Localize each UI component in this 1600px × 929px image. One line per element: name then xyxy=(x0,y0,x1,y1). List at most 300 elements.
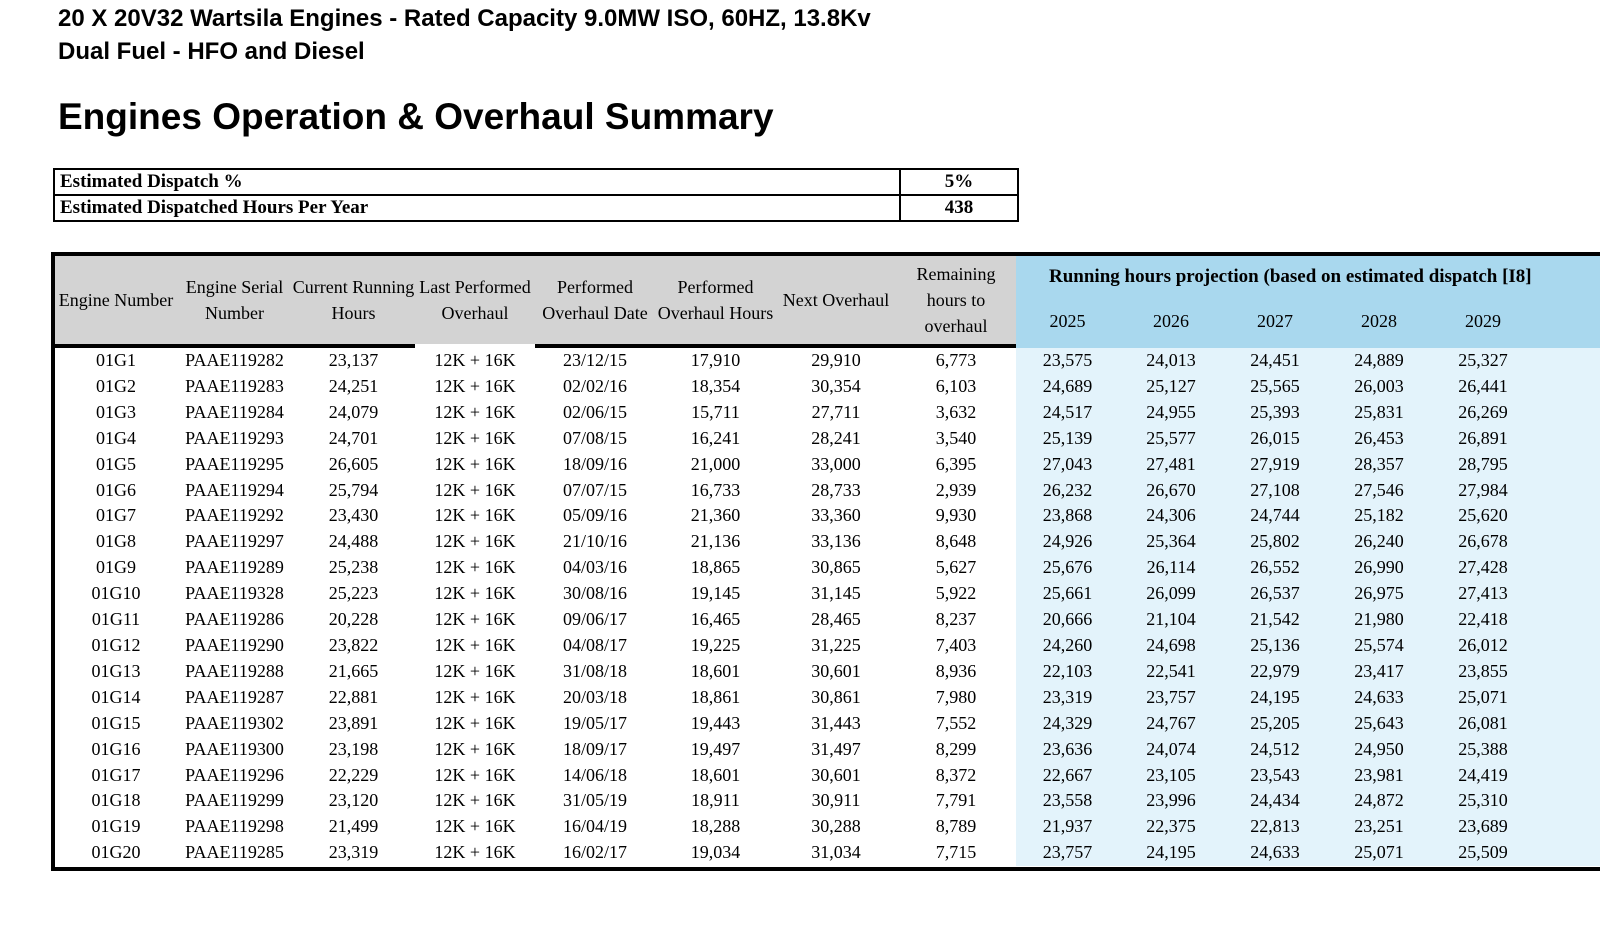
remaining-hours-cell: 8,789 xyxy=(935,816,977,837)
last-overhaul-cell: 12K + 16K xyxy=(434,816,516,837)
projection-cell: 25,676 xyxy=(1016,555,1119,581)
next-overhaul-cell: 28,465 xyxy=(811,609,861,630)
last-overhaul-cell: 12K + 16K xyxy=(434,609,516,630)
remaining-hours-cell: 9,930 xyxy=(935,505,977,526)
dispatched-hours-label: Estimated Dispatched Hours Per Year xyxy=(54,195,900,221)
current-hours-cell: 22,229 xyxy=(328,764,379,785)
remaining-hours-cell: 5,627 xyxy=(935,557,977,578)
projection-cell: 27,546 xyxy=(1327,478,1431,504)
engine-number-cell: 01G12 xyxy=(91,634,141,655)
next-overhaul-cell: 28,241 xyxy=(811,427,861,448)
next-overhaul-cell: 31,443 xyxy=(811,712,861,733)
projection-cell: 25,136 xyxy=(1223,633,1327,659)
remaining-hours-cell: 5,922 xyxy=(935,583,977,604)
projection-cell-overflow xyxy=(1535,348,1600,374)
projection-cell: 24,419 xyxy=(1431,763,1535,789)
dispatch-percent-value: 5% xyxy=(900,169,1018,195)
projection-cell-overflow xyxy=(1535,374,1600,400)
current-hours-cell: 24,079 xyxy=(328,401,379,422)
projection-cell: 25,802 xyxy=(1223,529,1327,555)
projection-cell: 27,043 xyxy=(1016,452,1119,478)
projection-cell: 25,509 xyxy=(1431,840,1535,866)
projection-cell: 23,105 xyxy=(1119,763,1223,789)
current-hours-cell: 24,701 xyxy=(328,427,379,448)
serial-number-cell: PAAE119282 xyxy=(185,350,284,370)
remaining-hours-cell: 2,939 xyxy=(935,479,977,500)
projection-cell: 24,955 xyxy=(1119,400,1223,426)
table-row xyxy=(55,400,1600,426)
table-row xyxy=(55,685,1600,711)
engine-number-cell: 01G9 xyxy=(96,557,136,578)
last-overhaul-cell: 12K + 16K xyxy=(434,842,516,863)
overhaul-hours-cell: 19,497 xyxy=(690,738,741,759)
current-hours-cell: 20,228 xyxy=(328,609,379,630)
projection-cell: 24,517 xyxy=(1016,400,1119,426)
projection-cell: 23,757 xyxy=(1119,685,1223,711)
current-hours-cell: 26,605 xyxy=(328,453,379,474)
engine-number-cell: 01G5 xyxy=(96,453,136,474)
projection-cell: 23,417 xyxy=(1327,659,1431,685)
last-overhaul-cell: 12K + 16K xyxy=(434,660,516,681)
projection-cell: 21,542 xyxy=(1223,607,1327,633)
projection-cell-overflow xyxy=(1535,503,1600,529)
projection-cell: 24,329 xyxy=(1016,711,1119,737)
last-overhaul-cell: 12K + 16K xyxy=(434,350,516,370)
overhaul-date-cell: 14/06/18 xyxy=(562,764,627,785)
remaining-hours-cell: 7,791 xyxy=(935,790,977,811)
current-hours-cell: 23,430 xyxy=(328,505,379,526)
overhaul-hours-cell: 16,241 xyxy=(690,427,741,448)
table-row xyxy=(55,348,1600,374)
remaining-hours-cell: 7,715 xyxy=(935,842,977,863)
projection-cell: 22,667 xyxy=(1016,763,1119,789)
current-hours-cell: 23,319 xyxy=(328,842,379,863)
projection-cell: 23,575 xyxy=(1016,348,1119,374)
projection-cell: 25,643 xyxy=(1327,711,1431,737)
last-overhaul-cell: 12K + 16K xyxy=(434,453,516,474)
engine-number-cell: 01G13 xyxy=(91,660,141,681)
current-hours-cell: 24,488 xyxy=(328,531,379,552)
serial-number-cell: PAAE119328 xyxy=(185,583,284,604)
projection-cell-overflow xyxy=(1535,711,1600,737)
projection-cell: 25,620 xyxy=(1431,503,1535,529)
current-hours-cell: 25,238 xyxy=(328,557,379,578)
projection-cell: 22,979 xyxy=(1223,659,1327,685)
table-row xyxy=(55,478,1600,504)
projection-cell: 22,103 xyxy=(1016,659,1119,685)
engine-number-cell: 01G18 xyxy=(91,790,141,811)
projection-cell: 24,074 xyxy=(1119,737,1223,763)
projection-cell-overflow xyxy=(1535,400,1600,426)
engine-number-cell: 01G15 xyxy=(91,712,141,733)
engine-number-cell: 01G19 xyxy=(91,816,141,837)
projection-cell: 25,310 xyxy=(1431,788,1535,814)
header-line-1: 20 X 20V32 Wartsila Engines - Rated Capacity 9.0MW ISO, 60HZ, 13.8Kv xyxy=(58,5,871,32)
overhaul-hours-cell: 18,288 xyxy=(690,816,741,837)
serial-number-cell: PAAE119297 xyxy=(185,531,284,552)
next-overhaul-cell: 30,288 xyxy=(811,816,861,837)
projection-cell: 27,919 xyxy=(1223,452,1327,478)
current-hours-cell: 25,794 xyxy=(328,479,379,500)
col-performed-overhaul-hours: Performed Overhaul Hours xyxy=(655,256,776,344)
table-row xyxy=(55,374,1600,400)
projection-cell-overflow xyxy=(1535,788,1600,814)
table-row xyxy=(55,581,1600,607)
overhaul-hours-cell: 17,910 xyxy=(690,350,741,370)
projection-cell: 24,633 xyxy=(1223,840,1327,866)
projection-cell: 24,195 xyxy=(1223,685,1327,711)
remaining-hours-cell: 7,403 xyxy=(935,634,977,655)
engine-number-cell: 01G10 xyxy=(91,583,141,604)
next-overhaul-cell: 31,034 xyxy=(811,842,861,863)
projection-cell-overflow xyxy=(1535,814,1600,840)
projection-cell: 25,139 xyxy=(1016,426,1119,452)
projection-cell: 26,537 xyxy=(1223,581,1327,607)
next-overhaul-cell: 30,354 xyxy=(811,375,861,396)
projection-cell: 27,481 xyxy=(1119,452,1223,478)
projection-cell: 22,541 xyxy=(1119,659,1223,685)
engine-number-cell: 01G3 xyxy=(96,401,136,422)
remaining-hours-cell: 8,299 xyxy=(935,738,977,759)
next-overhaul-cell: 33,000 xyxy=(811,453,861,474)
projection-cell: 26,269 xyxy=(1431,400,1535,426)
col-engine-serial-number: Engine Serial Number xyxy=(177,256,292,344)
projection-cell: 26,552 xyxy=(1223,555,1327,581)
engine-number-cell: 01G8 xyxy=(96,531,136,552)
remaining-hours-cell: 8,936 xyxy=(935,660,977,681)
projection-cell: 21,937 xyxy=(1016,814,1119,840)
remaining-hours-cell: 3,632 xyxy=(935,401,977,422)
dispatch-summary-table xyxy=(53,168,1019,222)
next-overhaul-cell: 30,601 xyxy=(811,764,861,785)
projection-cell: 24,767 xyxy=(1119,711,1223,737)
dispatched-hours-value: 438 xyxy=(900,195,1018,221)
remaining-hours-cell: 3,540 xyxy=(935,427,977,448)
engine-number-cell: 01G4 xyxy=(96,427,136,448)
projection-cell: 20,666 xyxy=(1016,607,1119,633)
projection-cell: 26,012 xyxy=(1431,633,1535,659)
projection-cell-overflow xyxy=(1535,633,1600,659)
projection-cell: 22,418 xyxy=(1431,607,1535,633)
serial-number-cell: PAAE119298 xyxy=(185,816,284,837)
overhaul-hours-cell: 21,000 xyxy=(690,453,741,474)
projection-cell: 25,071 xyxy=(1327,840,1431,866)
last-overhaul-cell: 12K + 16K xyxy=(434,764,516,785)
overhaul-hours-cell: 19,225 xyxy=(690,634,741,655)
projection-cell-overflow xyxy=(1535,452,1600,478)
col-current-running-hours: Current Running Hours xyxy=(292,256,415,344)
projection-cell-overflow xyxy=(1535,426,1600,452)
current-hours-cell: 21,665 xyxy=(328,660,379,681)
table-row xyxy=(55,711,1600,737)
next-overhaul-cell: 31,497 xyxy=(811,738,861,759)
remaining-hours-cell: 6,103 xyxy=(935,375,977,396)
projection-cell: 26,015 xyxy=(1223,426,1327,452)
projection-cell: 25,388 xyxy=(1431,737,1535,763)
projection-cell: 24,260 xyxy=(1016,633,1119,659)
overhaul-date-cell: 18/09/17 xyxy=(562,738,627,759)
table-row xyxy=(55,840,1600,866)
col-next-overhaul: Next Overhaul xyxy=(776,256,896,344)
projection-cell: 25,565 xyxy=(1223,374,1327,400)
current-hours-cell: 23,120 xyxy=(328,790,379,811)
next-overhaul-cell: 27,711 xyxy=(811,401,861,422)
dispatched-hours-row xyxy=(54,195,1018,221)
overhaul-date-cell: 21/10/16 xyxy=(562,531,627,552)
current-hours-cell: 23,198 xyxy=(328,738,379,759)
table-row xyxy=(55,814,1600,840)
engines-table xyxy=(55,256,1600,866)
projection-cell: 24,512 xyxy=(1223,737,1327,763)
projection-cell: 24,698 xyxy=(1119,633,1223,659)
projection-cell: 23,636 xyxy=(1016,737,1119,763)
col-remaining-hours: Remaining hours to overhaul xyxy=(896,256,1016,344)
projection-cell: 25,831 xyxy=(1327,400,1431,426)
serial-number-cell: PAAE119296 xyxy=(185,764,284,785)
projection-cell: 26,990 xyxy=(1327,555,1431,581)
projection-cell-overflow xyxy=(1535,685,1600,711)
projection-cell-overflow xyxy=(1535,478,1600,504)
last-overhaul-cell: 12K + 16K xyxy=(434,479,516,500)
current-hours-cell: 23,822 xyxy=(328,634,379,655)
projection-cell: 27,428 xyxy=(1431,555,1535,581)
overhaul-date-cell: 05/09/16 xyxy=(562,505,627,526)
last-overhaul-cell: 12K + 16K xyxy=(434,790,516,811)
serial-number-cell: PAAE119292 xyxy=(185,505,284,526)
serial-number-cell: PAAE119299 xyxy=(185,790,284,811)
overhaul-hours-cell: 16,733 xyxy=(690,479,741,500)
col-engine-number: Engine Number xyxy=(55,256,177,344)
last-overhaul-cell: 12K + 16K xyxy=(434,634,516,655)
projection-cell-overflow xyxy=(1535,529,1600,555)
remaining-hours-cell: 8,372 xyxy=(935,764,977,785)
overhaul-date-cell: 16/04/19 xyxy=(562,816,627,837)
projection-cell: 26,099 xyxy=(1119,581,1223,607)
overhaul-date-cell: 04/08/17 xyxy=(562,634,627,655)
current-hours-cell: 23,137 xyxy=(328,350,379,370)
remaining-hours-cell: 8,237 xyxy=(935,609,977,630)
last-overhaul-cell: 12K + 16K xyxy=(434,505,516,526)
next-overhaul-cell: 33,136 xyxy=(811,531,861,552)
table-row xyxy=(55,426,1600,452)
table-row xyxy=(55,763,1600,789)
serial-number-cell: PAAE119287 xyxy=(185,686,284,707)
overhaul-date-cell: 02/02/16 xyxy=(562,375,627,396)
overhaul-date-cell: 23/12/15 xyxy=(562,350,627,370)
projection-cell: 23,981 xyxy=(1327,763,1431,789)
projection-cell: 23,543 xyxy=(1223,763,1327,789)
overhaul-hours-cell: 18,601 xyxy=(690,660,741,681)
projection-cell-overflow xyxy=(1535,763,1600,789)
overhaul-date-cell: 30/08/16 xyxy=(562,583,627,604)
overhaul-date-cell: 07/07/15 xyxy=(562,479,627,500)
projection-cell: 25,661 xyxy=(1016,581,1119,607)
projection-cell: 26,240 xyxy=(1327,529,1431,555)
projection-cell: 26,441 xyxy=(1431,374,1535,400)
overhaul-date-cell: 20/03/18 xyxy=(562,686,627,707)
next-overhaul-cell: 33,360 xyxy=(811,505,861,526)
projection-cell: 25,127 xyxy=(1119,374,1223,400)
table-row xyxy=(55,555,1600,581)
projection-cell: 27,984 xyxy=(1431,478,1535,504)
header-line-2: Dual Fuel - HFO and Diesel xyxy=(58,38,365,65)
projection-cell: 25,364 xyxy=(1119,529,1223,555)
year-header: 2026 xyxy=(1119,298,1223,344)
engines-table-frame xyxy=(51,252,1600,871)
table-row xyxy=(55,633,1600,659)
serial-number-cell: PAAE119288 xyxy=(185,660,284,681)
next-overhaul-cell: 31,145 xyxy=(811,583,861,604)
overhaul-hours-cell: 21,136 xyxy=(690,531,741,552)
engine-number-cell: 01G6 xyxy=(96,479,136,500)
last-overhaul-cell: 12K + 16K xyxy=(434,583,516,604)
next-overhaul-cell: 31,225 xyxy=(811,634,861,655)
projection-cell: 24,306 xyxy=(1119,503,1223,529)
projection-cell: 24,744 xyxy=(1223,503,1327,529)
projection-cell: 27,108 xyxy=(1223,478,1327,504)
projection-cell: 24,013 xyxy=(1119,348,1223,374)
projection-cell-overflow xyxy=(1535,555,1600,581)
last-overhaul-cell: 12K + 16K xyxy=(434,686,516,707)
projection-cell: 24,950 xyxy=(1327,737,1431,763)
remaining-hours-cell: 7,552 xyxy=(935,712,977,733)
projection-cell: 23,251 xyxy=(1327,814,1431,840)
remaining-hours-cell: 6,395 xyxy=(935,453,977,474)
dispatch-percent-row xyxy=(54,169,1018,195)
projection-cell: 28,357 xyxy=(1327,452,1431,478)
overhaul-date-cell: 31/05/19 xyxy=(562,790,627,811)
projection-cell: 26,891 xyxy=(1431,426,1535,452)
projection-cell: 26,453 xyxy=(1327,426,1431,452)
projection-cell: 23,558 xyxy=(1016,788,1119,814)
projection-cell: 23,996 xyxy=(1119,788,1223,814)
projection-cell: 23,757 xyxy=(1016,840,1119,866)
last-overhaul-cell: 12K + 16K xyxy=(434,531,516,552)
projection-cell: 23,868 xyxy=(1016,503,1119,529)
projection-cell: 24,889 xyxy=(1327,348,1431,374)
engine-number-cell: 01G1 xyxy=(96,350,136,370)
projection-cell: 21,980 xyxy=(1327,607,1431,633)
year-header: 2029 xyxy=(1431,298,1535,344)
overhaul-hours-cell: 21,360 xyxy=(690,505,741,526)
last-overhaul-cell: 12K + 16K xyxy=(434,401,516,422)
projection-cell-overflow xyxy=(1535,659,1600,685)
page-title: Engines Operation & Overhaul Summary xyxy=(58,96,774,137)
last-overhaul-cell: 12K + 16K xyxy=(434,738,516,759)
projection-cell-overflow xyxy=(1535,840,1600,866)
projection-cell: 25,577 xyxy=(1119,426,1223,452)
overhaul-hours-cell: 18,911 xyxy=(691,790,740,811)
overhaul-date-cell: 07/08/15 xyxy=(562,427,627,448)
table-row xyxy=(55,529,1600,555)
projection-cell: 21,104 xyxy=(1119,607,1223,633)
serial-number-cell: PAAE119286 xyxy=(185,609,284,630)
overhaul-hours-cell: 18,861 xyxy=(690,686,741,707)
projection-cell: 25,182 xyxy=(1327,503,1431,529)
projection-cell: 26,670 xyxy=(1119,478,1223,504)
projection-cell: 24,195 xyxy=(1119,840,1223,866)
next-overhaul-cell: 29,910 xyxy=(811,350,861,370)
current-hours-cell: 23,891 xyxy=(328,712,379,733)
projection-cell: 26,975 xyxy=(1327,581,1431,607)
projection-cell: 23,319 xyxy=(1016,685,1119,711)
projection-cell: 25,393 xyxy=(1223,400,1327,426)
projection-cell: 25,327 xyxy=(1431,348,1535,374)
table-row xyxy=(55,607,1600,633)
serial-number-cell: PAAE119300 xyxy=(185,738,284,759)
table-row xyxy=(55,452,1600,478)
projection-cell: 26,678 xyxy=(1431,529,1535,555)
serial-number-cell: PAAE119302 xyxy=(185,712,284,733)
last-overhaul-cell: 12K + 16K xyxy=(434,375,516,396)
overhaul-hours-cell: 18,601 xyxy=(690,764,741,785)
serial-number-cell: PAAE119289 xyxy=(185,557,284,578)
projection-cell: 28,795 xyxy=(1431,452,1535,478)
serial-number-cell: PAAE119283 xyxy=(185,375,284,396)
engine-number-cell: 01G11 xyxy=(91,609,141,630)
projection-cell: 26,114 xyxy=(1119,555,1223,581)
projection-cell: 24,451 xyxy=(1223,348,1327,374)
overhaul-hours-cell: 19,145 xyxy=(690,583,741,604)
projection-title: Running hours projection (based on estimated dispatch [I8] xyxy=(1016,256,1600,298)
projection-cell: 23,855 xyxy=(1431,659,1535,685)
projection-cell: 25,071 xyxy=(1431,685,1535,711)
remaining-hours-cell: 8,648 xyxy=(935,531,977,552)
overhaul-date-cell: 04/03/16 xyxy=(562,557,627,578)
projection-cell: 22,375 xyxy=(1119,814,1223,840)
engine-number-cell: 01G2 xyxy=(96,375,136,396)
overhaul-hours-cell: 19,443 xyxy=(690,712,741,733)
overhaul-hours-cell: 15,711 xyxy=(691,401,740,422)
engine-number-cell: 01G17 xyxy=(91,764,141,785)
projection-cell: 23,689 xyxy=(1431,814,1535,840)
projection-cell-overflow xyxy=(1535,581,1600,607)
engine-number-cell: 01G14 xyxy=(91,686,141,707)
year-header: 2027 xyxy=(1223,298,1327,344)
current-hours-cell: 22,881 xyxy=(328,686,379,707)
serial-number-cell: PAAE119285 xyxy=(185,842,284,863)
last-overhaul-cell: 12K + 16K xyxy=(434,427,516,448)
serial-number-cell: PAAE119290 xyxy=(185,634,284,655)
current-hours-cell: 21,499 xyxy=(328,816,379,837)
overhaul-date-cell: 19/05/17 xyxy=(562,712,627,733)
current-hours-cell: 24,251 xyxy=(328,375,379,396)
overhaul-hours-cell: 18,354 xyxy=(690,375,741,396)
engine-number-cell: 01G16 xyxy=(91,738,141,759)
projection-cell: 24,689 xyxy=(1016,374,1119,400)
projection-cell: 25,574 xyxy=(1327,633,1431,659)
last-overhaul-cell: 12K + 16K xyxy=(434,557,516,578)
projection-cell: 24,633 xyxy=(1327,685,1431,711)
last-overhaul-cell: 12K + 16K xyxy=(434,712,516,733)
projection-cell: 22,813 xyxy=(1223,814,1327,840)
year-header xyxy=(1535,298,1600,344)
projection-cell-overflow xyxy=(1535,737,1600,763)
serial-number-cell: PAAE119293 xyxy=(185,427,284,448)
overhaul-date-cell: 18/09/16 xyxy=(562,453,627,474)
projection-cell: 26,081 xyxy=(1431,711,1535,737)
next-overhaul-cell: 30,861 xyxy=(811,686,861,707)
overhaul-date-cell: 02/06/15 xyxy=(562,401,627,422)
projection-cell-overflow xyxy=(1535,607,1600,633)
remaining-hours-cell: 7,980 xyxy=(935,686,977,707)
engine-number-cell: 01G20 xyxy=(91,842,141,863)
serial-number-cell: PAAE119294 xyxy=(185,479,284,500)
next-overhaul-cell: 30,601 xyxy=(811,660,861,681)
projection-cell: 27,413 xyxy=(1431,581,1535,607)
projection-cell: 26,003 xyxy=(1327,374,1431,400)
table-row xyxy=(55,788,1600,814)
